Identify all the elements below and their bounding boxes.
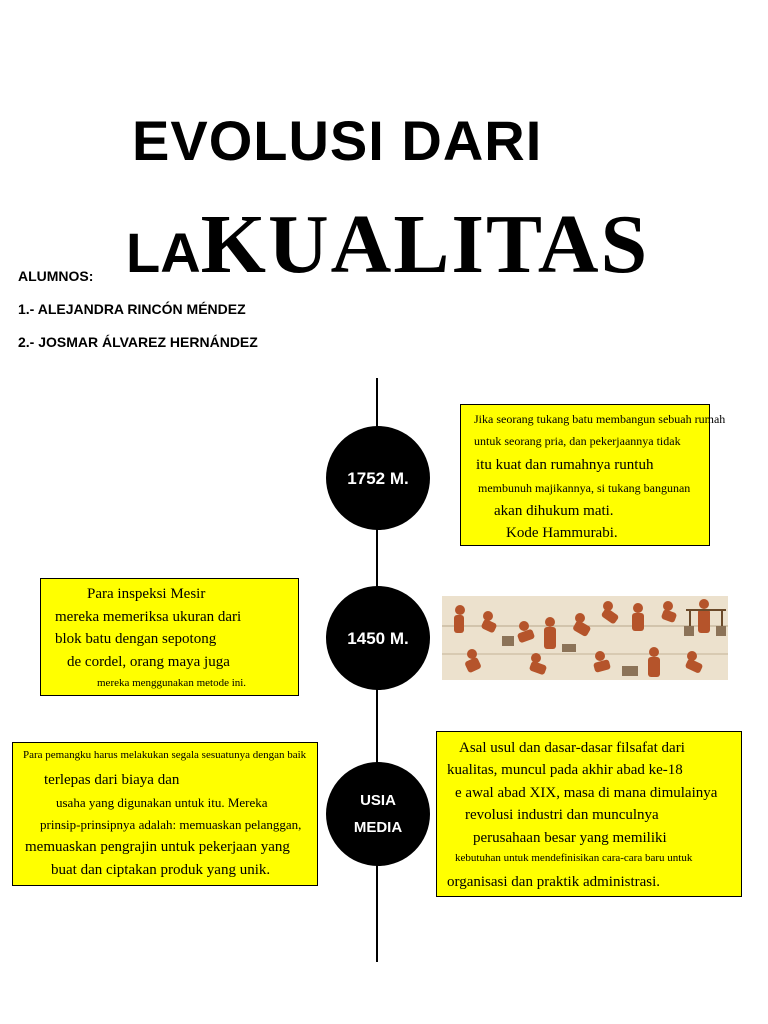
node-label: USIA MEDIA [353,792,403,836]
note-line: usaha yang digunakan untuk itu. Mereka [56,795,268,810]
note-line: itu kuat dan rumahnya runtuh [476,457,654,473]
note-line: mereka menggunakan metode ini. [97,677,247,689]
timeline-node-1450 [326,586,430,690]
title-la: LA [126,221,201,284]
note-line: mereka memeriksa ukuran dari [55,609,242,625]
node-label: 1450 M. [347,628,409,648]
note-line: perusahaan besar yang memiliki [473,830,667,846]
note-egypt [40,578,299,696]
note-line: untuk seorang pria, dan pekerjaannya tidak [474,434,681,448]
note-line: organisasi dan praktik administrasi. [447,874,661,890]
note-hammurabi [460,404,726,546]
title-kualitas: KUALITAS [200,198,650,291]
authors-heading: ALUMNOS: [18,268,94,284]
egyptian-workers-painting [442,596,728,680]
note-line: Para inspeksi Mesir [87,586,206,602]
title-line-1: EVOLUSI DARI [132,109,543,172]
note-line: de cordel, orang maya juga [67,654,230,670]
note-line: memuaskan pengrajin untuk pekerjaan yang [25,839,290,855]
note-line: e awal abad XIX, masa di mana dimulainya [455,785,718,801]
note-usia-media-right [436,731,742,897]
node-label: 1752 M. [347,468,409,488]
timeline-node-1752 [326,426,430,530]
note-line: blok batu dengan sepotong [55,631,217,647]
note-line: Para pemangku harus melakukan segala sesuatunya dengan baik [23,749,307,761]
author-1: 1.- ALEJANDRA RINCÓN MÉNDEZ [18,301,246,317]
note-line: kualitas, muncul pada akhir abad ke-18 [447,762,683,778]
note-line: akan dihukum mati. [494,503,614,519]
note-line: terlepas dari biaya dan [44,772,180,788]
timeline-node-usia-media [326,762,430,866]
note-line: buat dan ciptakan produk yang unik. [51,862,271,878]
note-line: Jika seorang tukang batu membangun sebuah rumah [474,412,726,426]
note-line: membunuh majikannya, si tukang bangunan [478,481,691,495]
note-line: revolusi industri dan munculnya [465,807,659,823]
author-2: 2.- JOSMAR ÁLVAREZ HERNÁNDEZ [18,334,258,350]
note-usia-media-left [12,742,318,886]
note-line: prinsip-prinsipnya adalah: memuaskan pelanggan, [40,817,302,832]
title-line-2 [126,196,649,293]
note-line: Kode Hammurabi. [506,525,618,541]
note-line: Asal usul dan dasar-dasar filsafat dari [459,740,685,756]
note-line: kebutuhan untuk mendefinisikan cara-cara baru untuk [455,852,693,864]
